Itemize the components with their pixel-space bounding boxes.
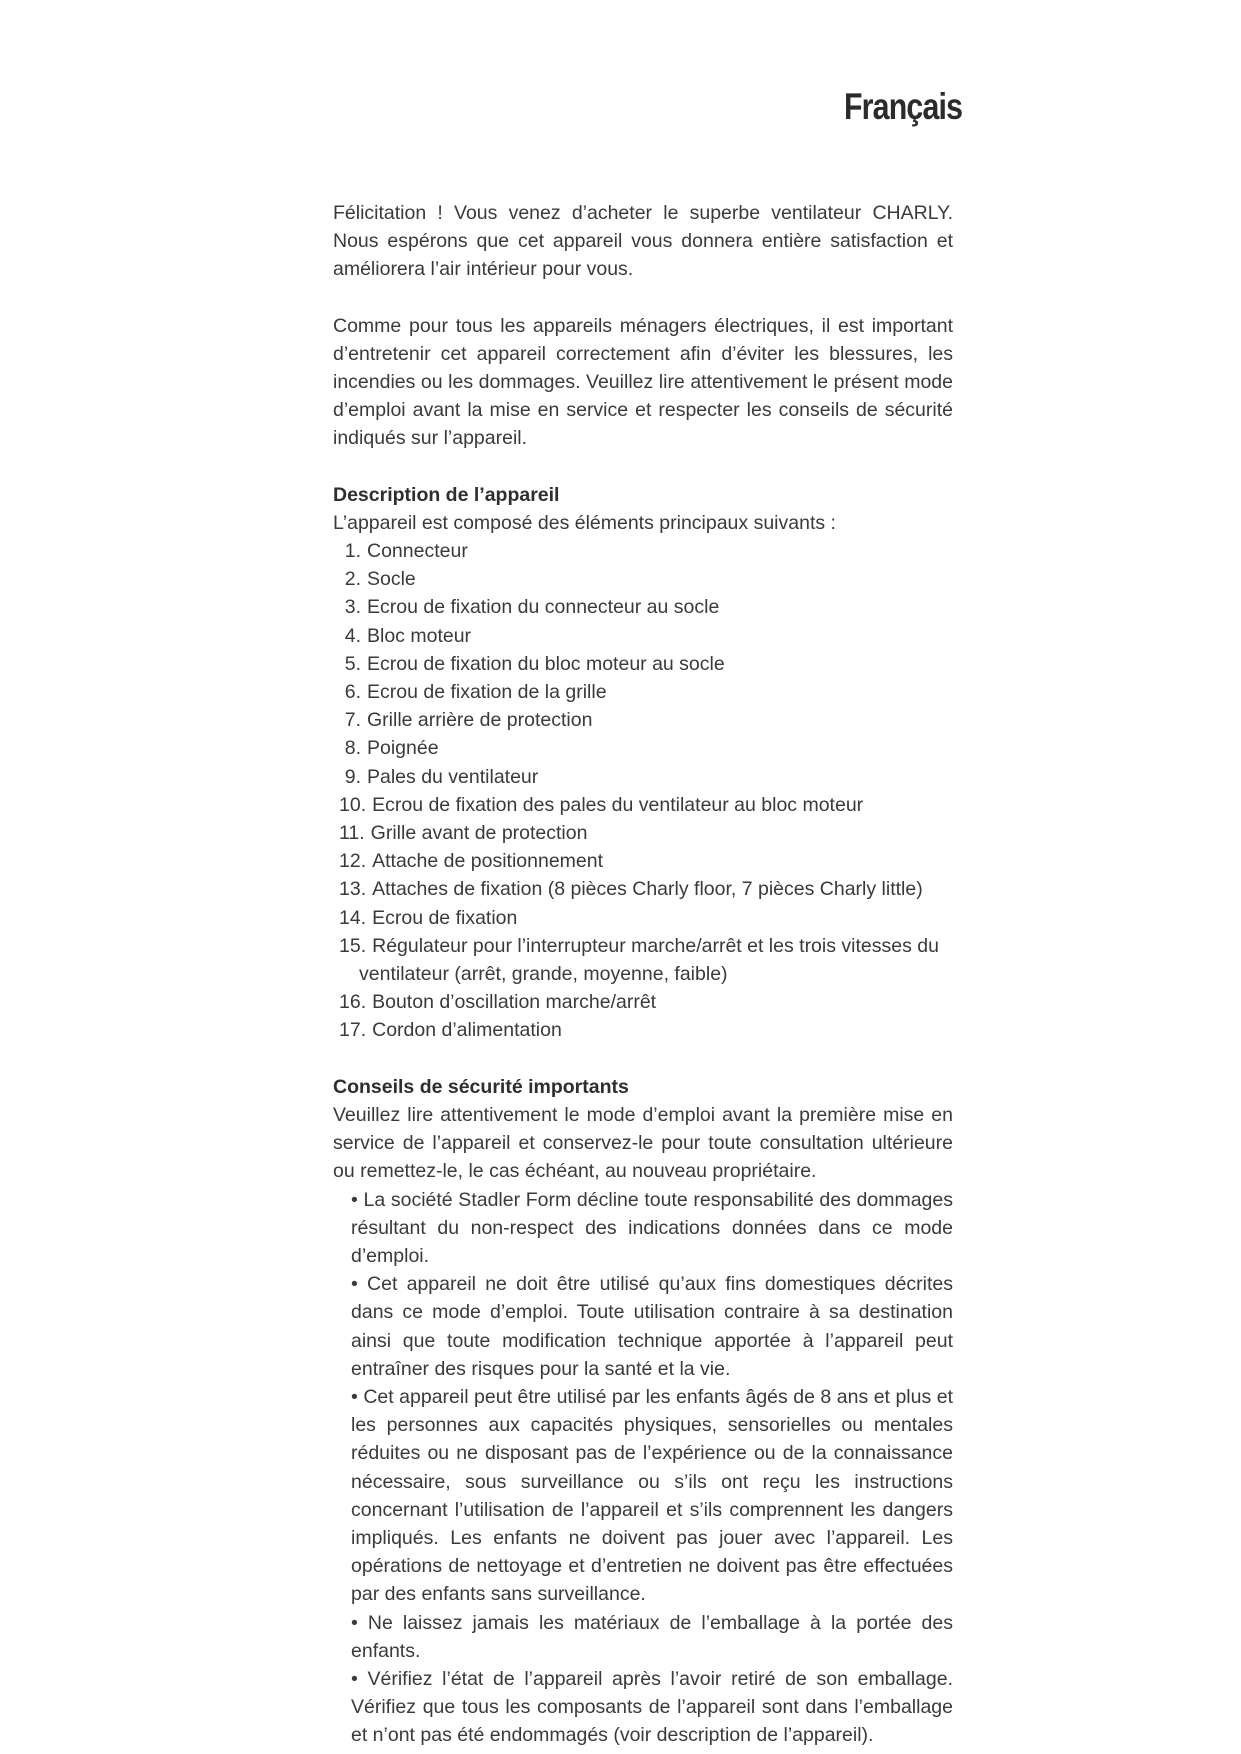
list-item — [333, 593, 953, 621]
item-text: Ecrou de fixation de la grille — [367, 681, 607, 704]
item-number: 11. — [339, 822, 365, 845]
item-text: Ecrou de fixation — [372, 906, 518, 929]
list-item — [333, 1016, 953, 1044]
list-item — [333, 904, 953, 932]
item-number: 16. — [339, 991, 367, 1014]
item-text: Pales du ventilateur — [367, 765, 539, 788]
item-text: Cordon d’alimentation — [372, 1019, 562, 1042]
safety-bullet: • Ne laissez jamais les matériaux de l’emballage à la portée des enfants. — [351, 1611, 953, 1662]
item-number: 13. — [339, 878, 367, 901]
item-number: 7. — [344, 709, 361, 732]
item-number: 2. — [344, 568, 361, 591]
safety-bullet: • Vérifiez l’état de l’appareil après l’avoir retiré de son emballage. Vérifiez que tous les composants de l’appareil sont dans l’emballage et n’ont pas été endommagés (voir description de l’appareil). — [351, 1667, 953, 1747]
safety-heading: Conseils de sécurité importants — [333, 1075, 629, 1098]
item-number: 14. — [339, 906, 367, 929]
item-number: 12. — [339, 850, 367, 873]
list-item — [333, 706, 953, 734]
item-number: 3. — [344, 596, 361, 619]
list-item — [333, 847, 953, 875]
item-text: Grille arrière de protection — [367, 709, 593, 732]
item-number: 4. — [344, 624, 361, 647]
manual-content — [333, 199, 953, 1750]
list-item — [333, 622, 953, 650]
item-number: 15. — [339, 934, 367, 957]
item-text: Poignée — [367, 737, 439, 760]
item-text: Bouton d’oscillation marche/arrêt — [372, 991, 657, 1014]
list-item — [333, 537, 953, 565]
list-item — [333, 763, 953, 791]
description-heading: Description de l’appareil — [333, 483, 560, 506]
safety-bullet: • Cet appareil peut être utilisé par les enfants âgés de 8 ans et plus et les personnes aux capacités physiques, sensorielles ou mentales réduites ou ne disposant pas de l’expérience ou de la connaissance nécessaire, sous surveillance ou s’ils ont reçu les instructions concernant l’utilisation de l’appareil et s’ils comprennent les dangers impliqués. Les enfants ne doivent pas jouer avec l’appareil. Les opérations de nettoyage et d’entretien ne doivent pas être effectuées par des enfants sans surveillance. — [351, 1385, 953, 1606]
item-number: 9. — [344, 765, 361, 788]
intro-paragraph-2: Comme pour tous les appareils ménagers électriques, il est important d’entretenir cet appareil correctement afin d’éviter les blessures, les incendies ou les dommages. Veuillez lire attentivement le présent mode d’emploi avant la mise en service et respecter les conseils de sécurité indiqués sur l’appareil. — [333, 314, 953, 450]
item-number: 5. — [344, 652, 361, 675]
spacer — [333, 284, 953, 312]
item-text: Connecteur — [367, 540, 468, 563]
parts-list — [333, 537, 953, 1045]
spacer — [333, 1045, 953, 1073]
item-number: 10. — [339, 793, 367, 816]
item-text: Ecrou de fixation du bloc moteur au socle — [367, 652, 725, 675]
list-item — [333, 650, 953, 678]
item-text-continued: ventilateur (arrêt, grande, moyenne, faible) — [359, 963, 728, 986]
item-text: Ecrou de fixation du connecteur au socle — [367, 596, 720, 619]
item-text: Attaches de fixation (8 pièces Charly floor, 7 pièces Charly little) — [372, 878, 923, 901]
item-number: 8. — [344, 737, 361, 760]
list-item — [333, 819, 953, 847]
spacer — [333, 453, 953, 481]
intro-paragraph-1: Félicitation ! Vous venez d’acheter le superbe ventilateur CHARLY. Nous espérons que cet appareil vous donnera entière satisfaction et améliorera l’air intérieur pour vous. — [333, 202, 953, 281]
item-text: Grille avant de protection — [370, 822, 588, 845]
item-text: Socle — [367, 568, 416, 591]
item-text: Attache de positionnement — [372, 850, 604, 873]
item-number: 6. — [344, 681, 361, 704]
item-text: Ecrou de fixation des pales du ventilateur au bloc moteur — [372, 793, 864, 816]
safety-bullet: • La société Stadler Form décline toute responsabilité des dommages résultant du non-respect des indications données dans ce mode d’emploi. — [351, 1188, 953, 1267]
list-item — [333, 734, 953, 762]
safety-bullet-list — [333, 1186, 953, 1750]
list-item — [333, 678, 953, 706]
item-text: Bloc moteur — [367, 624, 472, 647]
item-number: 1. — [344, 540, 361, 563]
list-item — [333, 988, 953, 1016]
item-text: Régulateur pour l’interrupteur marche/arrêt et les trois vitesses du — [372, 934, 939, 957]
list-item — [333, 565, 953, 593]
list-item — [333, 875, 953, 903]
safety-lead: Veuillez lire attentivement le mode d’emploi avant la première mise en service de l’appareil et conservez-le pour toute consultation ultérieure ou remettez-le, le cas échéant, au nouveau propriétaire. — [333, 1103, 953, 1183]
safety-bullet: • Cet appareil ne doit être utilisé qu’aux fins domestiques décrites dans ce mode d’emploi. Toute utilisation contraire à sa destination ainsi que toute modification technique apportée à l’appareil peut entraîner des risques pour la santé et la vie. — [351, 1273, 953, 1380]
list-item — [333, 932, 953, 988]
item-number: 17. — [339, 1019, 367, 1042]
page-language-title: Français — [843, 86, 962, 127]
description-lead: L’appareil est composé des éléments principaux suivants : — [333, 511, 836, 534]
list-item — [333, 791, 953, 819]
